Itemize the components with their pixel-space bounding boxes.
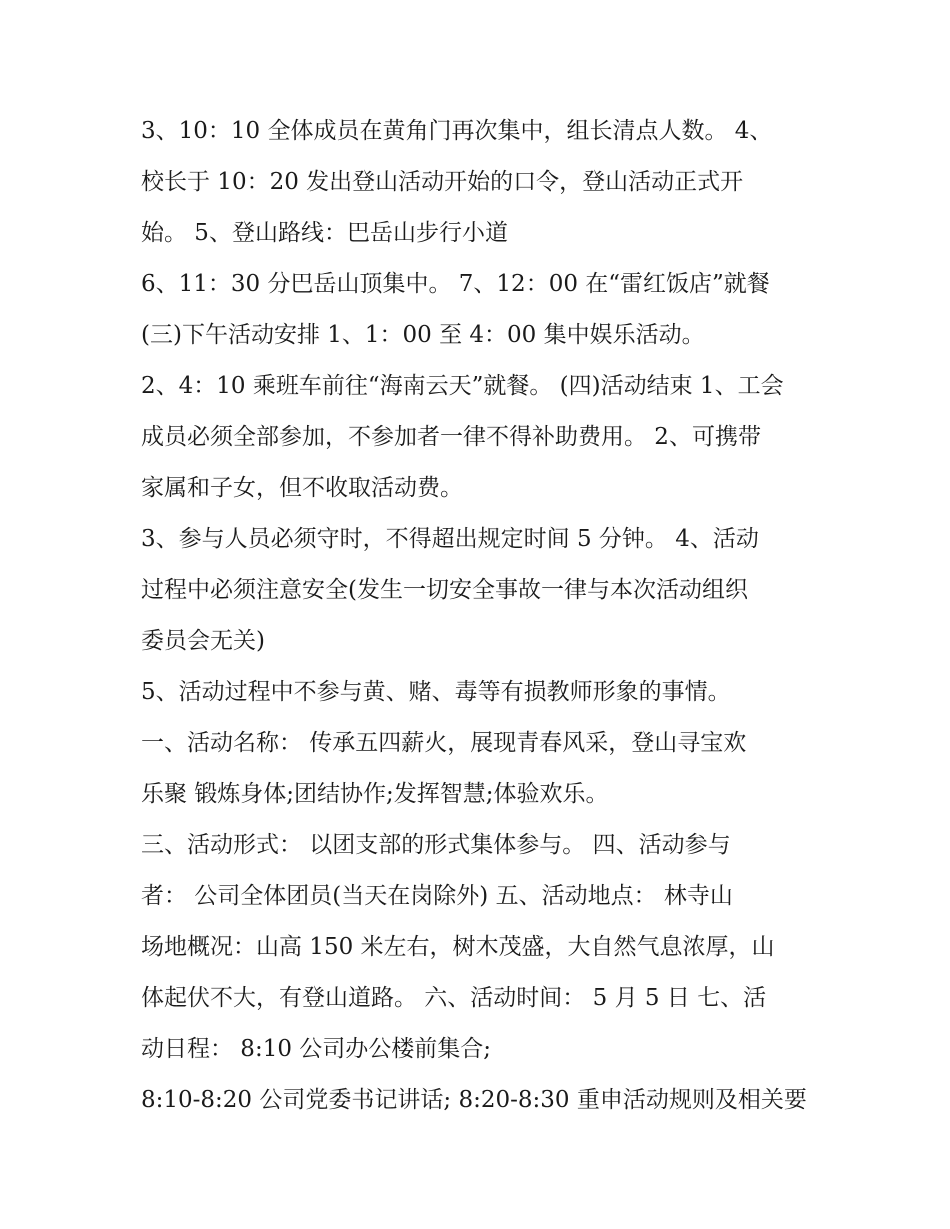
text-line: 委员会无关) — [141, 628, 265, 654]
document-body — [141, 106, 821, 1126]
text-line: 体起伏不大，有登山道路。 六、活动时间： 5 月 5 日 七、活 — [141, 985, 767, 1011]
text-line: 3、参与人员必须守时，不得超出规定时间 5 分钟。 4、活动 — [141, 526, 759, 552]
text-line: (三)下午活动安排 1、1：00 至 4：00 集中娱乐活动。 — [141, 322, 705, 348]
text-line: 动日程： 8:10 公司办公楼前集合; — [141, 1036, 492, 1062]
text-line: 3、10：10 全体成员在黄角门再次集中，组长清点人数。 4、 — [141, 118, 773, 144]
text-line: 者： 公司全体团员(当天在岗除外) 五、活动地点： 林寺山 — [141, 883, 733, 909]
text-line: 过程中必须注意安全(发生一切安全事故一律与本次活动组织 — [141, 577, 748, 603]
text-line: 一、活动名称： 传承五四薪火，展现青春风采，登山寻宝欢 — [141, 730, 747, 756]
text-line: 乐聚 锻炼身体;团结协作;发挥智慧;体验欢乐。 — [141, 781, 609, 807]
text-line: 6、11：30 分巴岳山顶集中。 7、12：00 在“雷红饭店”就餐 — [141, 271, 770, 297]
text-line: 校长于 10：20 发出登山活动开始的口令，登山活动正式开 — [141, 169, 744, 195]
text-line: 场地概况：山高 150 米左右，树木茂盛，大自然气息浓厚，山 — [141, 934, 775, 960]
text-line: 三、活动形式： 以团支部的形式集体参与。 四、活动参与 — [141, 832, 731, 858]
text-line: 家属和子女，但不收取活动费。 — [141, 475, 463, 501]
text-line: 8:10-8:20 公司党委书记讲话; 8:20-8:30 重申活动规则及相关要 — [141, 1087, 807, 1113]
text-line: 始。 5、登山路线：巴岳山步行小道 — [141, 220, 508, 246]
text-line: 2、4：10 乘班车前往“海南云天”就餐。 (四)活动结束 1、工会 — [141, 373, 784, 399]
text-line: 5、活动过程中不参与黄、赌、毒等有损教师形象的事情。 — [141, 679, 731, 705]
text-line: 成员必须全部参加，不参加者一律不得补助费用。 2、可携带 — [141, 424, 761, 450]
